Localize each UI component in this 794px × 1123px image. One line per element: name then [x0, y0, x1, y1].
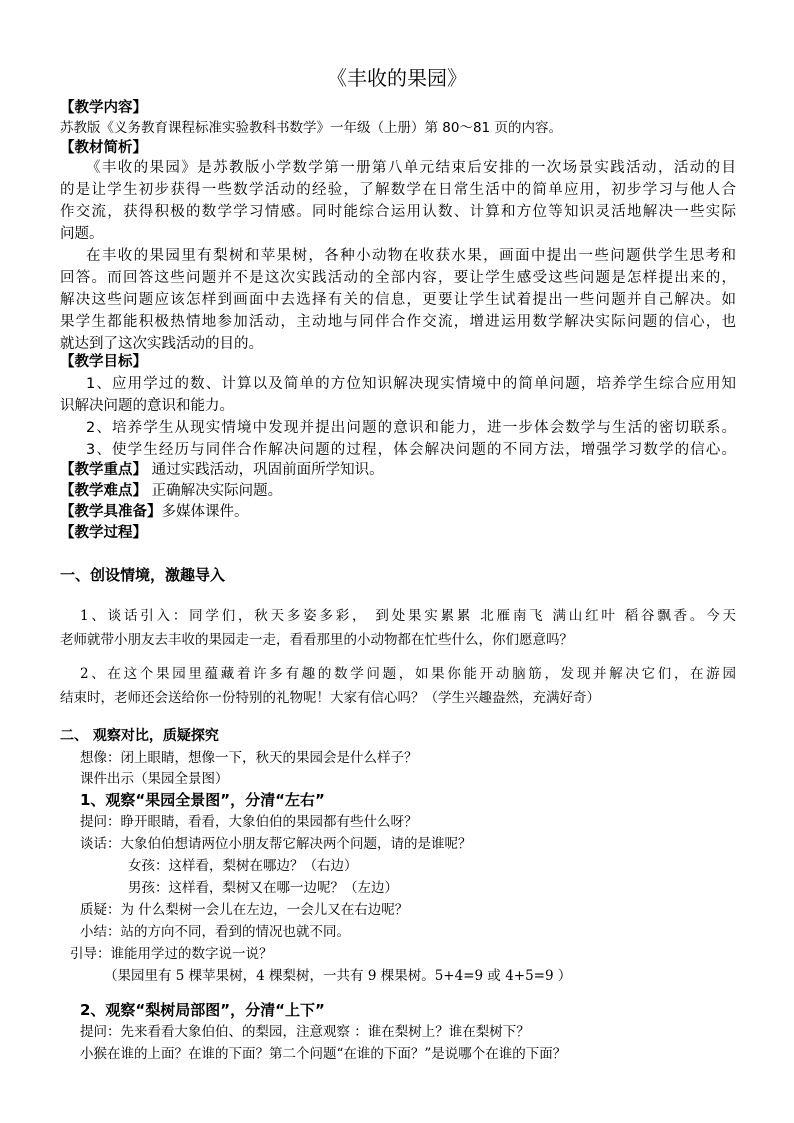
section2-line: 想像：闭上眼睛，想像一下，秋天的果园会是什么样子？ [80, 750, 418, 766]
analysis-heading: 【教材简析】 [60, 140, 147, 156]
paragraph-line: 问题。 [60, 226, 104, 242]
subsection2-heading: 2、观察“梨树局部图”，分清“上下” [80, 1001, 325, 1019]
dialogue-line: （果园里有 5 棵苹果树，4 棵梨树，一共有 9 棵果树。5+4=9 或 4+5=9 ） [104, 968, 572, 984]
difficulty-heading: 【教学难点】 [60, 483, 147, 499]
paragraph-line: 作交流，获得积极的数学学习情感。同时能综合运用认数、计算和方位等知识灵活地解决一些实际 [60, 204, 736, 220]
document-title: 《丰收的果园》 [327, 66, 467, 90]
paragraph-line: 就达到了这次实践活动的目的。 [60, 336, 263, 352]
paragraph-line: 老师就带小朋友去丰收的果园走一走，看看那里的小动物都在忙些什么，你们愿意吗？ [60, 632, 573, 648]
paragraph-line: 解决这些问题应该怎样到画面中去选择有关的信息，更要让学生试着提出一些问题并自己解决。如 [60, 292, 736, 308]
paragraph-line: 果学生都能积极热情地参加活动，主动地与同伴合作交流，增进运用数学解决实际问题的信心，也 [60, 314, 736, 330]
content-heading: 【教学内容】 [60, 100, 147, 116]
paragraph-line: 的是让学生初步获得一些数学活动的经验，了解数学在日常生活中的简单应用，初步学习与他人合 [60, 182, 736, 198]
dialogue-line: 提问：睁开眼睛，看看，大象伯伯的果园都有些什么呀？ [80, 814, 418, 830]
section2-line: 课件出示（果园全景图） [80, 771, 229, 787]
paragraph-line: 2、在这个果园里蕴藏着许多有趣的数学问题，如果你能开动脑筋，发现并解决它们，在游园 [80, 666, 736, 682]
paragraph-line: 1、谈话引入：同学们，秋天多姿多彩， 到处果实累累 北雁南飞 满山红叶 稻谷飘香。今天 [80, 608, 736, 624]
dialogue-line: 小猴在谁的上面？在谁的下面？第二个问题“在谁的下面？”是说哪个在谁的下面？ [80, 1046, 567, 1062]
section2-heading: 二、 观察对比，质疑探究 [60, 728, 219, 744]
dialogue-line: 提问：先来看看大象伯伯、的梨园，注意观察 ：谁在梨树上？谁在梨树下？ [80, 1024, 530, 1040]
dialogue-line: 男孩：这样看，梨树又在哪一边呢？（左边） [128, 880, 398, 896]
key-heading: 【教学重点】 [60, 462, 147, 478]
paragraph-line: 在丰收的果园里有梨树和苹果树，各种小动物在收获水果，画面中提出一些问题供学生思考和 [86, 248, 736, 264]
process-heading: 【教学过程】 [60, 525, 147, 541]
dialogue-line: 质疑：为 什么梨树一会儿在左边，一会儿又在右边呢？ [80, 902, 409, 918]
subsection1-heading: 1、观察“果园全景图”，分清“左右” [80, 791, 325, 809]
goal-line: 识解决问题的意识和能力。 [60, 398, 234, 414]
content-text: 苏教版《义务教育课程标准实验教科书数学》一年级（上册）第 80～81 页的内容。 [60, 120, 562, 136]
difficulty-row [60, 481, 282, 501]
goal-line: 1、应用学过的数、计算以及简单的方位知识解决现实情境中的简单问题，培养学生综合应用知 [86, 376, 736, 392]
goals-heading: 【教学目标】 [60, 354, 147, 370]
prep-text: 多媒体课件。 [161, 504, 249, 520]
key-text: 通过实践活动，巩固前面所学知识。 [151, 462, 384, 478]
paragraph-line: 《丰收的果园》是苏教版小学数学第一册第八单元结束后安排的一次场景实践活动，活动的目 [86, 160, 736, 176]
dialogue-line: 女孩：这样看，梨树在哪边？（右边） [128, 858, 358, 874]
paragraph-line: 结束时，老师还会送给你一份特别的礼物呢！大家有信心吗？（学生兴趣盎然，充满好奇） [60, 690, 600, 706]
dialogue-line: 谈话：大象伯伯想请两位小朋友帮它解决两个问题，请的是谁呢？ [80, 836, 472, 852]
dialogue-line: 小结：站的方向不同，看到的情况也就不同。 [80, 924, 350, 940]
dialogue-line: 引导：谁能用学过的数字说一说？ [70, 946, 273, 962]
key-point-row [60, 460, 384, 480]
prep-row [60, 502, 249, 522]
section1-heading: 一、创设情境，激趣导入 [60, 566, 226, 584]
goal-line: 2、培养学生从现实情境中发现并提出问题的意识和能力，进一步体会数学与生活的密切联系。 [86, 420, 736, 436]
prep-heading: 【教学具准备】 [60, 504, 162, 520]
goal-line: 3、使学生经历与同伴合作解决问题的过程，体会解决问题的不同方法，增强学习数学的信心。 [86, 442, 736, 458]
paragraph-line: 回答。而回答这些问题并不是这次实践活动的全部内容，要让学生感受这些问题是怎样提出来的， [60, 270, 736, 286]
difficulty-text: 正确解决实际问题。 [151, 483, 283, 499]
